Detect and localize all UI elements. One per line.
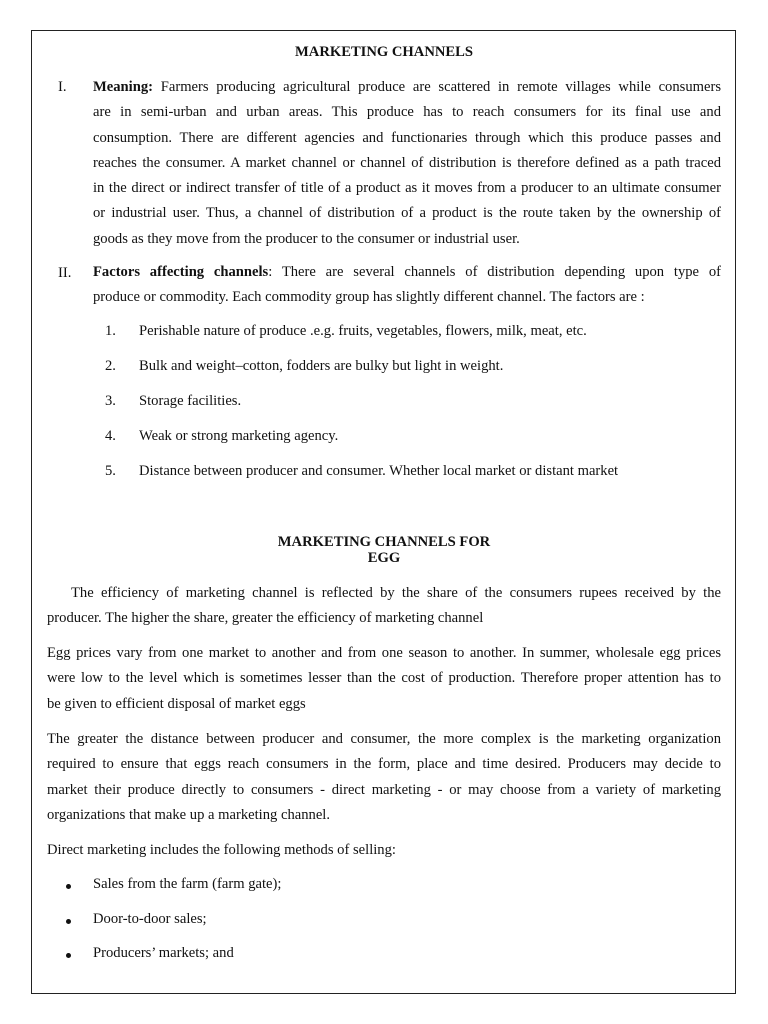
prices-line-1: Egg prices vary from one market to another and from one season to another. In summer, wholesale egg prices [47, 645, 721, 661]
bullet-item: Sales from the farm (farm gate); [93, 876, 282, 892]
section-factors [93, 260, 721, 311]
distance-line-1: The greater the distance between producer and consumer, the more complex is the marketing organization [47, 731, 721, 747]
section-numeral-2: II. [58, 265, 72, 281]
factor-item: Distance between producer and consumer. Whether local market or distant market [139, 463, 619, 479]
egg-section-title-line-1: MARKETING CHANNELS FOR [277, 534, 491, 550]
distance-line-4: organizations that make up a marketing channel. [47, 806, 330, 823]
bullet-dot [66, 884, 71, 889]
bullet-item: Producers’ markets; and [93, 945, 234, 961]
factor-item: Bulk and weight–cotton, fodders are bulky but light in weight. [139, 358, 504, 374]
bullet-dot [66, 919, 71, 924]
meaning-line-4: reaches the consumer. A market channel or channel of distribution is therefore defined as a path traced [93, 154, 721, 171]
distance-line-2: required to ensure that eggs reach consumers in the form, place and time desired. Producers may decide to [47, 756, 721, 773]
meaning-line-3: consumption. There are different agencies and functionaries through which this produce passes and [93, 129, 721, 146]
meaning-line-1: Farmers producing agricultural produce are scattered in remote villages while consumers [160, 79, 721, 95]
paragraph-efficiency [47, 581, 721, 632]
item-number: 1. [105, 323, 116, 339]
item-number: 2. [105, 358, 116, 374]
factor-item: Perishable nature of produce .e.g. fruits, vegetables, flowers, milk, meat, etc. [139, 323, 587, 339]
meaning-line-5: in the direct or indirect transfer of title of a product as it moves from a producer to an ultimate consumer [93, 180, 721, 197]
section-numeral-1: I. [58, 79, 67, 95]
factor-item: Weak or strong marketing agency. [139, 428, 339, 444]
paragraph-distance [47, 727, 721, 828]
egg-section-title-line-2: EGG [367, 550, 401, 566]
bullet-dot [66, 953, 71, 958]
item-number: 5. [105, 463, 116, 479]
factors-line-2: produce or commodity. Each commodity group has slightly different channel. The factors are : [93, 289, 645, 306]
meaning-heading: Meaning: [93, 79, 153, 95]
section-meaning [93, 75, 721, 252]
paragraph-egg-prices [47, 641, 721, 717]
bullet-item: Door-to-door sales; [93, 911, 207, 927]
efficiency-line-1: The efficiency of marketing channel is reflected by the share of the consumers rupees received by the [71, 585, 721, 601]
factors-heading: Factors affecting channels [93, 264, 269, 280]
meaning-line-7: goods as they move from the producer to the consumer or industrial user. [93, 230, 520, 247]
distance-line-3: market their produce directly to consumers - direct marketing - or may choose from a variety of marketing [47, 781, 721, 798]
prices-line-3: be given to efficient disposal of market eggs [47, 695, 306, 712]
direct-marketing-intro: Direct marketing includes the following methods of selling: [47, 842, 396, 858]
page-title: MARKETING CHANNELS [295, 44, 473, 60]
factors-line-1: : There are several channels of distribution depending upon type of [268, 264, 721, 280]
efficiency-line-2: producer. The higher the share, greater the efficiency of marketing channel [47, 610, 484, 627]
item-number: 4. [105, 428, 116, 444]
meaning-line-2: are in semi-urban and urban areas. This produce has to reach consumers for its final use and [93, 104, 721, 121]
factor-item: Storage facilities. [139, 393, 242, 409]
item-number: 3. [105, 393, 116, 409]
meaning-line-6: or industrial user. Thus, a channel of distribution of a product is the route taken by the ownership of [93, 205, 721, 222]
prices-line-2: were low to the level which is sometimes lesser than the cost of production. Therefore proper attention has to [47, 670, 721, 687]
